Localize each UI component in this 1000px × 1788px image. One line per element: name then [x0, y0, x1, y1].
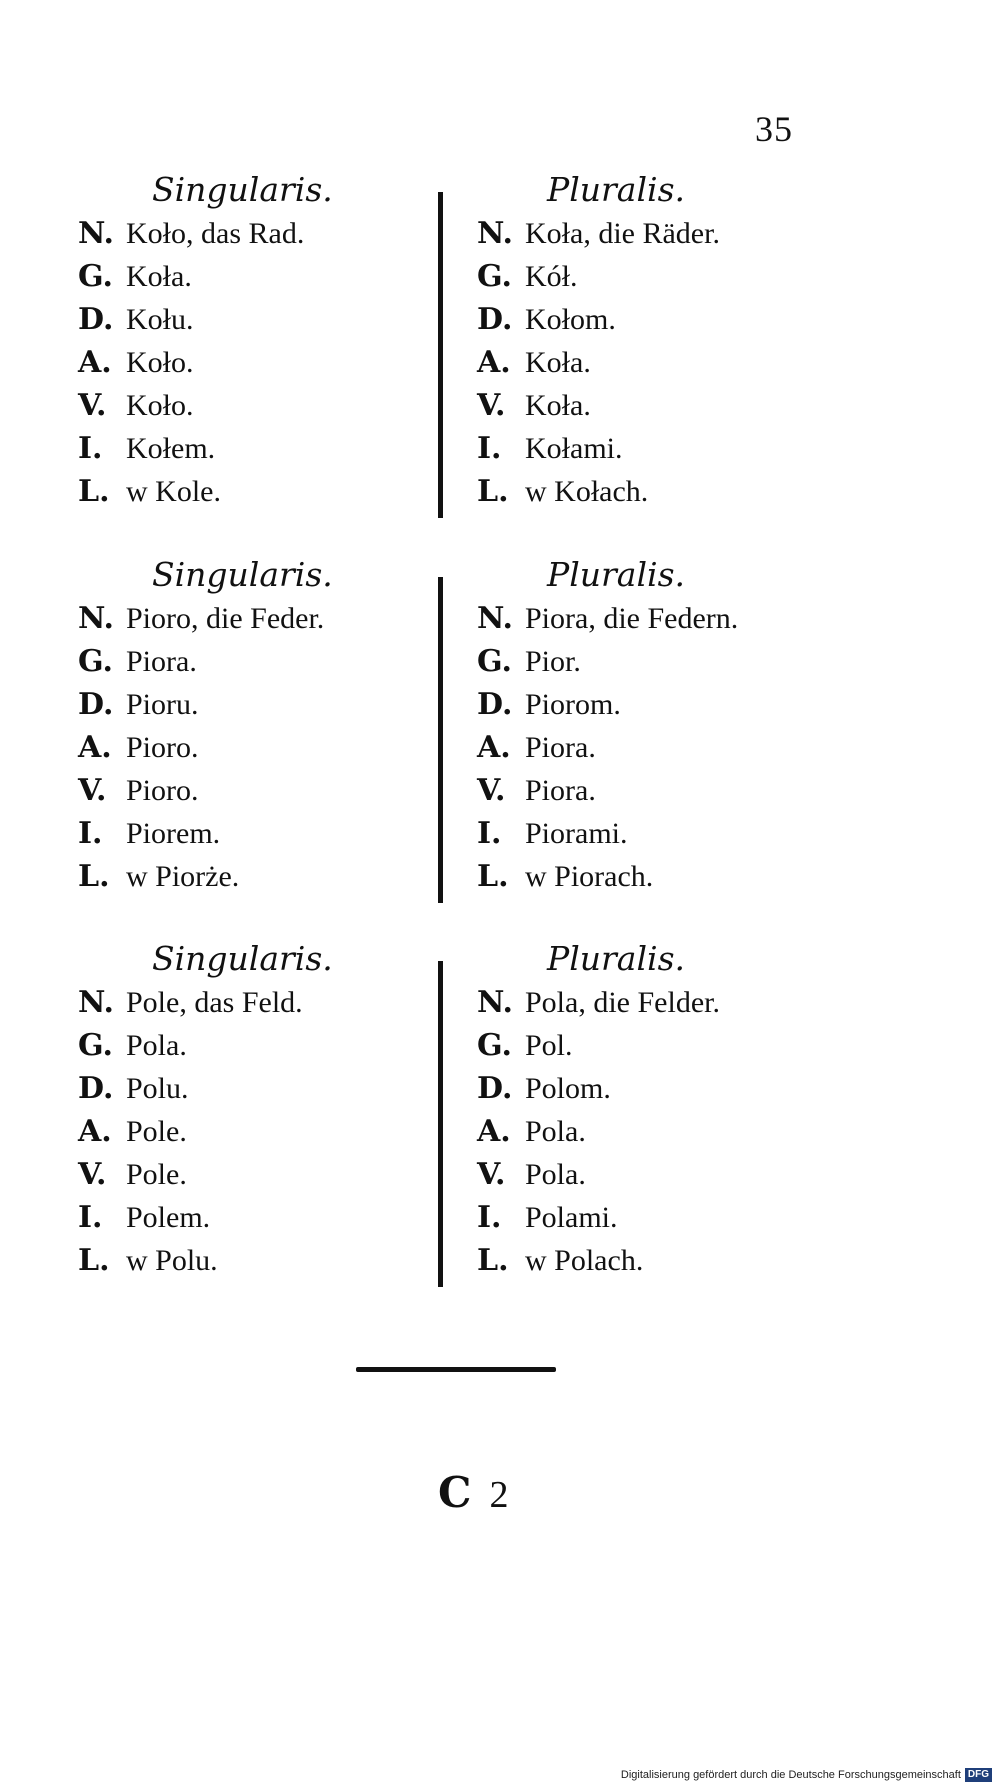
case-form: Pole. [126, 1158, 187, 1191]
plural-column [477, 553, 837, 898]
case-form: Pola. [525, 1115, 586, 1148]
case-form: Koło, das Rad. [126, 217, 305, 250]
case-form: Polem. [126, 1201, 211, 1234]
case-row [477, 981, 837, 1024]
case-initial: V. [477, 388, 506, 423]
case-initial: N. [477, 985, 513, 1020]
case-initial: G. [78, 644, 113, 679]
gathering-signature [438, 1468, 508, 1517]
case-row [78, 769, 438, 812]
case-form: Kołu. [126, 303, 194, 336]
case-initial: I. [477, 1200, 502, 1235]
case-initial: L. [477, 1243, 509, 1278]
declension-block-pole [0, 937, 1000, 1297]
case-row [477, 1153, 837, 1196]
case-row [477, 683, 837, 726]
case-form: Koła, die Räder. [525, 217, 720, 250]
case-list [477, 597, 837, 898]
case-row [477, 212, 837, 255]
case-initial: V. [477, 1157, 506, 1192]
case-initial: L. [78, 859, 110, 894]
signature-number: 2 [489, 1474, 509, 1516]
credit-text: Digitalisierung gefördert durch die Deutsche Forschungsgemeinschaft [620, 1769, 961, 1781]
case-row [78, 1153, 438, 1196]
case-row [477, 855, 837, 898]
case-form: Pola. [126, 1029, 187, 1062]
case-row [78, 726, 438, 769]
case-row [477, 812, 837, 855]
case-form: w Kołach. [525, 475, 649, 508]
case-form: Koła. [525, 389, 591, 422]
column-heading: Pluralis. [547, 939, 685, 978]
case-form: Pole, das Feld. [126, 986, 303, 1019]
column-divider [438, 961, 443, 1287]
case-row [477, 640, 837, 683]
column-heading: Pluralis. [547, 555, 685, 594]
case-form: Pioro. [126, 731, 199, 764]
case-form: Piora. [126, 645, 197, 678]
case-initial: A. [78, 730, 112, 765]
case-initial: N. [78, 216, 114, 251]
case-form: Pioro, die Feder. [126, 602, 325, 635]
declension-block-kolo [0, 168, 1000, 528]
case-row [78, 1110, 438, 1153]
case-form: Polami. [525, 1201, 618, 1234]
case-initial: D. [477, 302, 513, 337]
case-initial: I. [78, 816, 103, 851]
case-form: Pola, die Felder. [525, 986, 720, 1019]
case-row [477, 1067, 837, 1110]
case-form: w Piorach. [525, 860, 654, 893]
case-initial: L. [477, 474, 509, 509]
case-form: w Polu. [126, 1244, 218, 1277]
case-form: Polom. [525, 1072, 611, 1105]
case-form: Kołem. [126, 432, 216, 465]
case-row [477, 341, 837, 384]
case-row [477, 255, 837, 298]
case-form: Kołami. [525, 432, 623, 465]
case-row [78, 812, 438, 855]
plural-column [477, 168, 837, 513]
case-row [477, 1196, 837, 1239]
case-row [78, 341, 438, 384]
case-initial: D. [78, 302, 114, 337]
case-row [78, 1067, 438, 1110]
case-form: Koło. [126, 389, 194, 422]
case-row [477, 298, 837, 341]
case-row [78, 855, 438, 898]
case-row [78, 683, 438, 726]
case-row [78, 640, 438, 683]
case-form: w Polach. [525, 1244, 644, 1277]
case-initial: A. [477, 730, 511, 765]
case-row [78, 470, 438, 513]
declension-block-pioro [0, 553, 1000, 913]
case-row [477, 1024, 837, 1067]
case-initial: A. [477, 1114, 511, 1149]
case-initial: I. [78, 1200, 103, 1235]
case-form: Kołom. [525, 303, 616, 336]
case-row [78, 981, 438, 1024]
page-number: 35 [755, 109, 793, 149]
case-form: Piora, die Federn. [525, 602, 739, 635]
case-row [78, 1196, 438, 1239]
case-initial: V. [78, 773, 107, 808]
singular-column [78, 553, 438, 898]
case-list [78, 981, 438, 1282]
case-form: Kół. [525, 260, 578, 293]
case-list [78, 212, 438, 513]
case-form: Piora. [525, 774, 596, 807]
case-row [477, 384, 837, 427]
case-form: Piorami. [525, 817, 628, 850]
case-row [477, 1110, 837, 1153]
case-row [78, 212, 438, 255]
case-row [78, 597, 438, 640]
end-rule [356, 1367, 556, 1372]
case-row [78, 384, 438, 427]
case-form: Koło. [126, 346, 194, 379]
case-row [477, 427, 837, 470]
case-form: Pola. [525, 1158, 586, 1191]
case-initial: G. [477, 259, 512, 294]
case-initial: G. [78, 259, 113, 294]
case-row [477, 726, 837, 769]
case-row [477, 769, 837, 812]
case-initial: D. [477, 687, 513, 722]
case-form: w Piorże. [126, 860, 240, 893]
case-form: Koła. [126, 260, 192, 293]
case-initial: L. [477, 859, 509, 894]
case-form: Koła. [525, 346, 591, 379]
case-initial: G. [477, 1028, 512, 1063]
case-initial: N. [78, 985, 114, 1020]
case-row [78, 427, 438, 470]
case-row [78, 255, 438, 298]
case-list [477, 212, 837, 513]
case-form: w Kole. [126, 475, 221, 508]
case-initial: A. [477, 345, 511, 380]
case-form: Pioro. [126, 774, 199, 807]
case-initial: A. [78, 1114, 112, 1149]
case-row [78, 1024, 438, 1067]
case-initial: L. [78, 1243, 110, 1278]
case-initial: G. [477, 644, 512, 679]
case-initial: L. [78, 474, 110, 509]
case-initial: N. [477, 601, 513, 636]
signature-letter: C [438, 1468, 472, 1517]
case-row [477, 470, 837, 513]
case-initial: I. [477, 816, 502, 851]
case-row [78, 298, 438, 341]
case-list [78, 597, 438, 898]
case-initial: D. [477, 1071, 513, 1106]
column-heading: Singularis. [152, 555, 333, 594]
case-form: Pioru. [126, 688, 199, 721]
case-initial: A. [78, 345, 112, 380]
case-form: Piorem. [126, 817, 221, 850]
case-initial: I. [78, 431, 103, 466]
case-row [477, 597, 837, 640]
case-row [78, 1239, 438, 1282]
case-initial: D. [78, 687, 114, 722]
column-divider [438, 577, 443, 903]
column-heading: Singularis. [152, 170, 333, 209]
column-heading: Pluralis. [547, 170, 685, 209]
case-initial: V. [78, 1157, 107, 1192]
case-initial: V. [477, 773, 506, 808]
singular-column [78, 937, 438, 1282]
case-initial: N. [78, 601, 114, 636]
column-heading: Singularis. [152, 939, 333, 978]
case-form: Piorom. [525, 688, 621, 721]
case-initial: G. [78, 1028, 113, 1063]
case-form: Pior. [525, 645, 581, 678]
case-list [477, 981, 837, 1282]
case-initial: N. [477, 216, 513, 251]
column-divider [438, 192, 443, 518]
digitization-credit [621, 1766, 992, 1784]
case-form: Piora. [525, 731, 596, 764]
case-row [477, 1239, 837, 1282]
case-form: Polu. [126, 1072, 189, 1105]
case-initial: I. [477, 431, 502, 466]
plural-column [477, 937, 837, 1282]
singular-column [78, 168, 438, 513]
case-initial: V. [78, 388, 107, 423]
dfg-logo: DFG [965, 1768, 992, 1782]
case-form: Pol. [525, 1029, 573, 1062]
case-initial: D. [78, 1071, 114, 1106]
case-form: Pole. [126, 1115, 187, 1148]
